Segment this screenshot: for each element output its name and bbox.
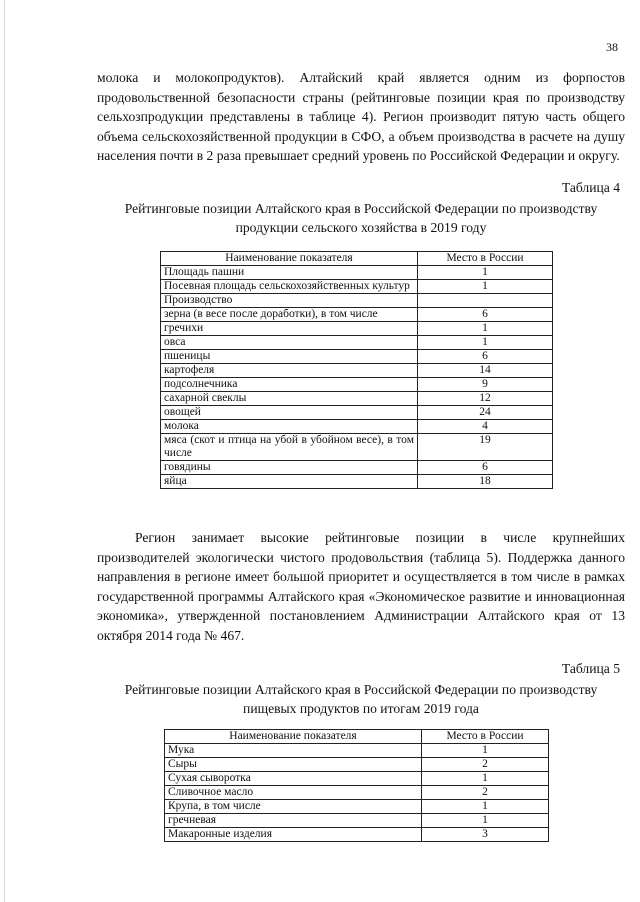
indicator-name-cell: Производство [161, 294, 418, 308]
rank-cell: 24 [418, 406, 553, 420]
table4-ratings-agriculture [160, 251, 553, 489]
rank-cell: 1 [418, 266, 553, 280]
rank-cell: 9 [418, 378, 553, 392]
indicator-name-cell: Посевная площадь сельскохозяйственных культур [161, 280, 418, 294]
table-row [165, 814, 549, 828]
indicator-name-cell: Сыры [165, 758, 422, 772]
rank-cell: 3 [422, 828, 549, 842]
rank-cell: 12 [418, 392, 553, 406]
rank-cell [418, 294, 553, 308]
table5-ratings-food [164, 729, 549, 842]
rank-cell: 1 [418, 336, 553, 350]
indicator-name-cell: Мука [165, 744, 422, 758]
table-row [161, 350, 553, 364]
table-row [161, 280, 553, 294]
table-row [161, 322, 553, 336]
scan-edge-line [4, 0, 5, 902]
rank-cell: 6 [418, 308, 553, 322]
table-row [165, 744, 549, 758]
rank-cell: 1 [418, 280, 553, 294]
rank-cell: 1 [422, 814, 549, 828]
table-row [161, 294, 553, 308]
rank-cell: 6 [418, 350, 553, 364]
indicator-name-cell: Сливочное масло [165, 786, 422, 800]
indicator-name-cell: гречневая [165, 814, 422, 828]
rank-cell: 19 [418, 434, 553, 461]
rank-cell: 18 [418, 475, 553, 489]
rank-cell: 1 [422, 800, 549, 814]
table-row [161, 378, 553, 392]
page-number: 38 [606, 40, 618, 54]
table-row [161, 266, 553, 280]
rank-cell: 1 [418, 322, 553, 336]
column-header-name: Наименование показателя [165, 730, 422, 744]
table5-label: Таблица 5 [561, 661, 620, 676]
indicator-name-cell: Сухая сыворотка [165, 772, 422, 786]
indicator-name-cell: гречихи [161, 322, 418, 336]
table5-caption: Рейтинговые позиции Алтайского края в Российской Федерации по производству пищевых продуктов по итогам 2019 года [124, 682, 598, 716]
table-row [165, 800, 549, 814]
table-row [165, 828, 549, 842]
table-row [161, 434, 553, 461]
table-row [161, 461, 553, 475]
indicator-name-cell: Макаронные изделия [165, 828, 422, 842]
table-row [165, 758, 549, 772]
table4-label: Таблица 4 [561, 180, 620, 195]
paragraph-intro: молока и молокопродуктов). Алтайский край является одним из форпостов продовольственной безопасности страны (рейтинговые позиции края по производству сельхозпродукции представлены в таблице 4). Регион производит пятую часть общего объема сельскохозяйственной продукции в СФО, а объем производства в расчете на душу населения почти в 2 раза превышает средний уровень по Российской Федерации и округу. [97, 70, 625, 164]
rank-cell: 14 [418, 364, 553, 378]
table4-caption: Рейтинговые позиции Алтайского края в Российской Федерации по производству продукции сельского хозяйства в 2019 году [124, 201, 598, 235]
indicator-name-cell: пшеницы [161, 350, 418, 364]
table-row [165, 786, 549, 800]
rank-cell: 2 [422, 786, 549, 800]
indicator-name-cell: Площадь пашни [161, 266, 418, 280]
indicator-name-cell: говядины [161, 461, 418, 475]
table-row [161, 392, 553, 406]
table-row [161, 406, 553, 420]
rank-cell: 1 [422, 772, 549, 786]
table-row [161, 475, 553, 489]
rank-cell: 1 [422, 744, 549, 758]
column-header-place: Место в России [422, 730, 549, 744]
column-header-name: Наименование показателя [161, 252, 418, 266]
indicator-name-cell: Крупа, в том числе [165, 800, 422, 814]
table-row [161, 336, 553, 350]
indicator-name-cell: овощей [161, 406, 418, 420]
indicator-name-cell: молока [161, 420, 418, 434]
table-header-row [161, 252, 553, 266]
indicator-name-cell: подсолнечника [161, 378, 418, 392]
column-header-place: Место в России [418, 252, 553, 266]
indicator-name-cell: зерна (в весе после доработки), в том числе [161, 308, 418, 322]
table-row [165, 772, 549, 786]
table-row [161, 420, 553, 434]
indicator-name-cell: яйца [161, 475, 418, 489]
rank-cell: 4 [418, 420, 553, 434]
table-row [161, 308, 553, 322]
rank-cell: 6 [418, 461, 553, 475]
indicator-name-cell: картофеля [161, 364, 418, 378]
indicator-name-cell: овса [161, 336, 418, 350]
paragraph-ecology: Регион занимает высокие рейтинговые позиции в числе крупнейших производителей экологически чистого продовольствия (таблица 5). Поддержка данного направления в регионе имеет большой приоритет и осуществляется в том числе в рамках государственной программы Алтайского края «Экономическое развитие и инновационная экономика», утвержденной постановлением Администрации Алтайского края от 13 октября 2014 года № 467. [97, 530, 625, 643]
indicator-name-cell: сахарной свеклы [161, 392, 418, 406]
table-row [161, 364, 553, 378]
rank-cell: 2 [422, 758, 549, 772]
table-header-row [165, 730, 549, 744]
indicator-name-cell: мяса (скот и птица на убой в убойном весе), в том числе [161, 434, 418, 461]
